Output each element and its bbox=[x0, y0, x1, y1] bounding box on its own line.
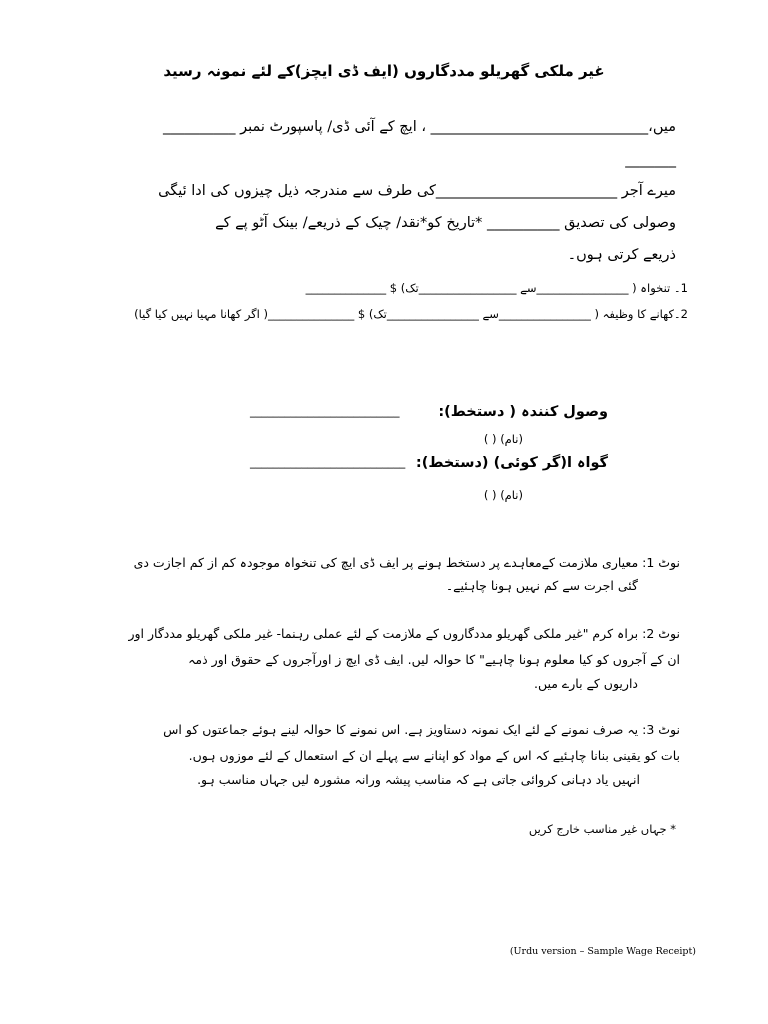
item-food-allowance: 2۔کھانے کا وظیفہ ( ________________سے ________________تک) $ _______________( اگر کھانا مہیا نہیں کیا گیا) bbox=[134, 307, 688, 321]
note-2-line-2: ان کے آجروں کو کیا معلوم ہونا چاہیے" کا حوالہ لیں. ایف ڈی ایچ ز اورآجروں کے حقوق اور ذمہ bbox=[188, 652, 680, 667]
declaration-line-5: ذریعے کرتی ہوں۔ bbox=[567, 247, 676, 263]
note-3-line-1: نوٹ 3: یہ صرف نمونے کے لئے ایک نمونہ دستاویز ہے. اس نمونے کا حوالہ لینے ہوئے جماعتوں کو اس bbox=[163, 722, 680, 737]
note-3-line-3: انہیں یاد دہانی کروائی جاتی ہے کہ مناسب پیشہ ورانہ مشورہ لیں جہاں مناسب ہو. bbox=[197, 772, 640, 787]
note-2-line-1: نوٹ 2: براہ کرم "غیر ملکی گھریلو مددگاروں کے ملازمت کے لئے عملی رہنما- غیر ملکی گھریلو مددگار اور bbox=[128, 626, 680, 641]
note-1-line-1: نوٹ 1: معیاری ملازمت کےمعاہدے پر دستخط ہونے پر ایف ڈی ایچ کی تنخواہ موجودہ کم از کم اجازت دی bbox=[133, 555, 680, 570]
receiver-signature-line: __________________________ bbox=[250, 404, 400, 418]
receiver-signature-label: وصول کنندہ ( دستخط): bbox=[438, 404, 608, 420]
footnote: * جہاں غیر مناسب خارج کریں bbox=[528, 822, 676, 836]
page-title: غیر ملکی گھریلو مددگاروں (ایف ڈی ایچز)کے لئے نمونہ رسید bbox=[163, 62, 605, 80]
declaration-line-3: میرے آجر _________________________کی طرف سے مندرجہ ذیل چیزوں کی ادا ئیگی bbox=[158, 183, 676, 199]
witness-signature-line: ___________________________ bbox=[250, 455, 406, 469]
footer-version: (Urdu version – Sample Wage Receipt) bbox=[509, 946, 696, 957]
receiver-name: (نام) ( ) bbox=[483, 432, 523, 446]
declaration-line-4: وصولی کی تصدیق __________ *تاریخ کو*نقد/ چیک کے ذریعے/ بینک آٹو پے کے bbox=[215, 215, 676, 231]
note-3-line-2: بات کو یقینی بنانا چاہئیے کہ اس کے مواد کو اپنانے سے پہلے ان کے استعمال کے لئے موزوں ہوں. bbox=[188, 748, 680, 763]
note-1-line-2: گئی اجرت سے کم نہیں ہونا چاہئیے۔ bbox=[445, 578, 638, 593]
witness-name: (نام) ( ) bbox=[483, 488, 523, 502]
item-salary: 1۔ تنخواہ ( ________________سے _________________تک) $ ______________ bbox=[305, 281, 688, 295]
declaration-line-2: _______ bbox=[625, 152, 676, 168]
declaration-line-1: میں،______________________________ ، ایچ کے آئی ڈی/ پاسپورٹ نمبر __________ bbox=[163, 119, 676, 135]
witness-signature-label: گواہ ا(گر کوئی) (دستخط): bbox=[415, 455, 608, 471]
note-2-line-3: داریوں کے بارے میں. bbox=[534, 676, 638, 691]
